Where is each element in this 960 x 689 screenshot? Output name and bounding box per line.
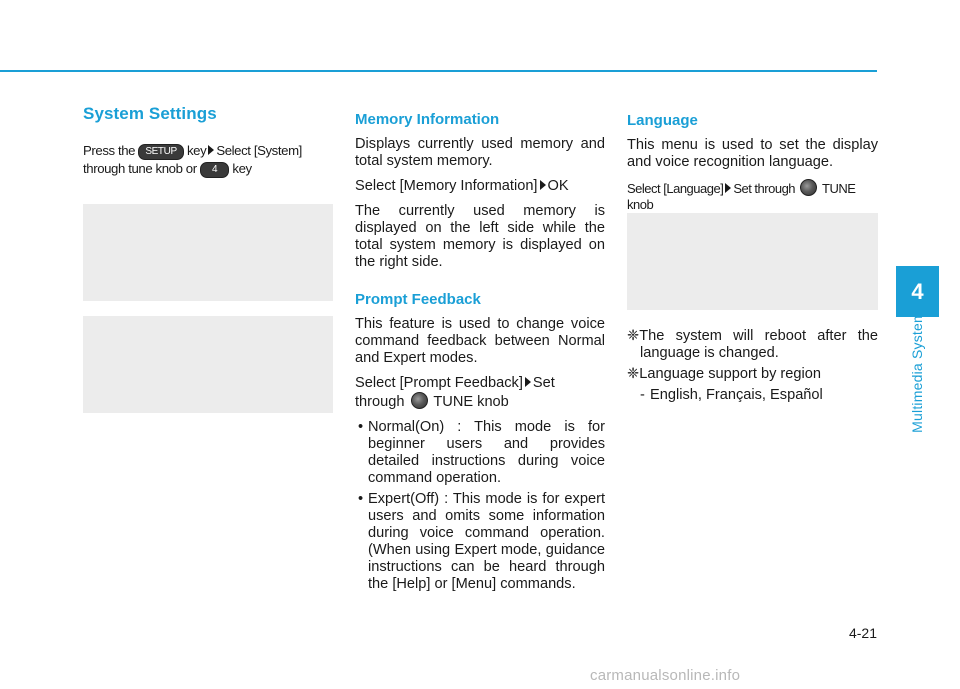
chapter-label: Multimedia System [909,311,925,433]
note-region-text: Language support by region [639,366,821,382]
language-select-instruction [627,179,878,213]
bullet-dot-icon: • [358,419,364,435]
column-language [627,112,878,221]
screen-image-placeholder-1 [83,204,333,301]
note-reboot-text: The system will reboot after the language is changed. [639,328,878,361]
screen-image-placeholder-3 [627,213,878,310]
text-select-prompt: Select [Prompt Feedback] [355,375,523,391]
text-through-tune: through tune knob or [83,161,197,176]
text-select-system: Select [System] [216,143,302,158]
prompt-description: This feature is used to change voice command feedback between Normal and Expert modes. [355,316,605,366]
language-description: This menu is used to set the display and voice recognition language. [627,137,878,170]
text-tune-knob: TUNE knob [433,394,509,410]
text-press: Press the [83,143,136,158]
arrow-right-icon [208,145,214,155]
note-reboot [627,328,878,362]
dash-icon: - [640,387,645,403]
note-symbol-icon: ❈ [627,366,640,382]
memory-select-instruction [355,178,605,195]
section-title-memory-information: Memory Information [355,111,500,128]
memory-description: Displays currently used memory and total system memory. [355,136,605,169]
language-list [627,387,878,404]
language-notes [627,328,878,404]
language-list-text: English, Français, Español [650,387,823,403]
text-tune-knob: TUNE knob [627,181,856,212]
section-title-language: Language [627,112,698,129]
text-key-2: key [232,161,252,176]
setup-key-icon: SETUP [138,144,183,160]
arrow-right-icon [525,377,531,387]
note-region [627,366,878,383]
system-settings-instruction [83,142,333,178]
text-set-through: Set through [355,375,555,410]
prompt-mode-list [355,419,605,593]
memory-display-description: The currently used memory is displayed on the left side while the total system memory is displayed on the right side. [355,203,605,270]
column-system-settings [83,104,333,186]
text-key: key [186,143,207,158]
key-4-icon: 4 [200,162,229,178]
chapter-tab: 4 [896,266,939,317]
text-ok: OK [547,178,569,194]
list-item [355,491,605,593]
prompt-select-instruction [355,375,605,411]
section-title-prompt-feedback: Prompt Feedback [355,291,481,308]
text-set-through: Set through [733,181,796,196]
tune-knob-icon [800,179,817,196]
bullet-expert-mode: Expert(Off) : This mode is for expert users and omits some information during voice command operation. (When using Expert mode, guidance instructions can be heard through the [Help] or [Menu] commands. [368,491,605,592]
header-rule [0,70,877,72]
screen-image-placeholder-2 [83,316,333,413]
text-select-memory: Select [Memory Information] [355,178,538,194]
arrow-right-icon [540,180,546,190]
section-title-system-settings: System Settings [83,104,217,123]
note-symbol-icon: ❈ [627,328,640,344]
column-memory-prompt [355,111,605,597]
arrow-right-icon [725,183,731,193]
bullet-normal-mode: Normal(On) : This mode is for beginner users and provides detailed instructions during voice command operation. [368,419,605,486]
bullet-dot-icon: • [358,491,364,507]
list-item [355,419,605,487]
page-number: 4-21 [848,625,877,641]
watermark: carmanualsonline.info [590,667,741,684]
text-select-language: Select [Language] [627,181,724,196]
tune-knob-icon [411,392,428,409]
